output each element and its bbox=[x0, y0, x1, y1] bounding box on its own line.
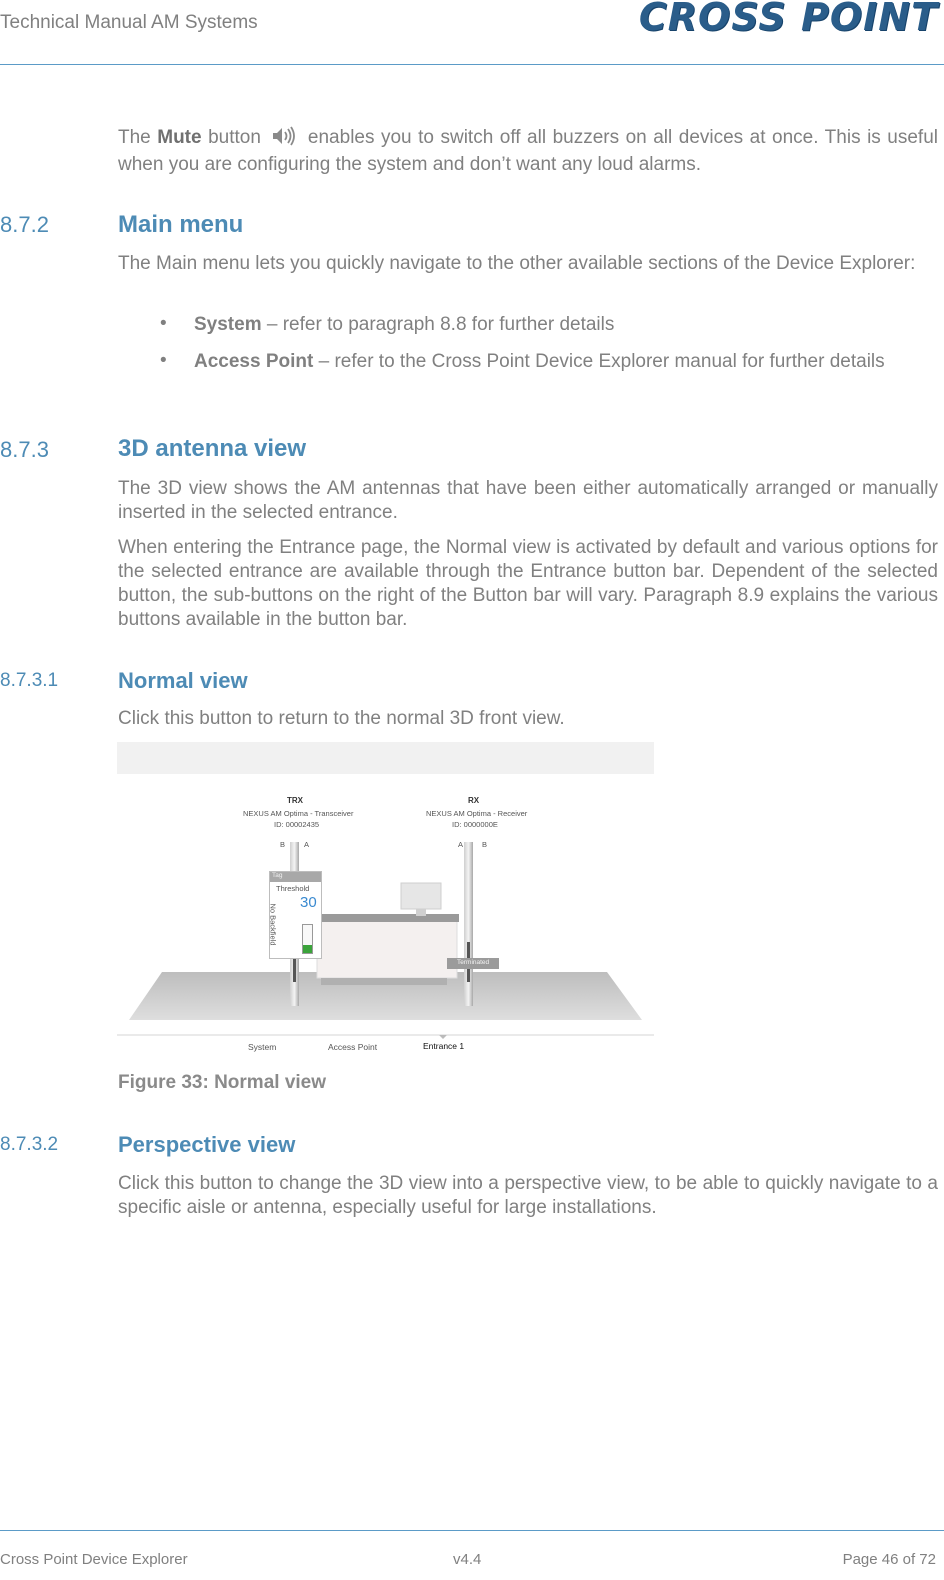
mute-paragraph bbox=[118, 126, 938, 177]
threshold-label: Threshold bbox=[276, 884, 310, 893]
bullet-access-point-text: – refer to the Cross Point Device Explorer manual for further details bbox=[313, 351, 885, 372]
bullet-system-text: – refer to paragraph 8.8 for further details bbox=[261, 314, 615, 335]
footer-left: Cross Point Device Explorer bbox=[0, 1551, 188, 1568]
footer-rule bbox=[0, 1530, 944, 1531]
section-number-872: 8.7.2 bbox=[0, 212, 49, 237]
monitor-stand bbox=[416, 909, 426, 916]
threshold-panel[interactable] bbox=[269, 871, 322, 959]
intro-text-pre: The bbox=[118, 127, 158, 148]
tag-bar bbox=[270, 872, 321, 882]
counter-base bbox=[321, 978, 447, 985]
antenna-view-body-1: The 3D view shows the AM antennas that have been either automatically arranged or manually inserted in the selected entrance. bbox=[118, 478, 938, 523]
rx-model: NEXUS AM Optima - Receiver bbox=[426, 809, 528, 818]
terminated-label: Terminated bbox=[457, 959, 490, 966]
bullet-system bbox=[194, 313, 938, 337]
main-menu-body: The Main menu lets you quickly navigate to the other available sections of the Device Explorer: bbox=[118, 253, 916, 274]
bullet-access-point-bold: Access Point bbox=[194, 351, 314, 372]
figure-caption: Figure 33: Normal view bbox=[118, 1072, 327, 1093]
speaker-icon bbox=[271, 126, 297, 153]
level-meter-fill bbox=[303, 945, 312, 953]
section-title-3d-antenna-view: 3D antenna view bbox=[118, 435, 307, 462]
bullet-dot: • bbox=[160, 350, 167, 371]
trx-model: NEXUS AM Optima - Transceiver bbox=[243, 809, 354, 818]
nav-system[interactable]: System bbox=[248, 1042, 277, 1052]
counter-top bbox=[313, 914, 459, 922]
intro-bold-mute: Mute bbox=[157, 127, 202, 148]
antenna-label-b: B bbox=[482, 840, 488, 849]
intro-text-mid: button bbox=[201, 127, 268, 148]
rx-title: RX bbox=[468, 796, 480, 805]
trx-title: TRX bbox=[287, 796, 303, 805]
backfield-label: No Backfield bbox=[268, 903, 278, 946]
section-title-normal-view: Normal view bbox=[118, 668, 248, 693]
bullet-system-bold: System bbox=[194, 314, 262, 335]
monitor bbox=[401, 883, 441, 909]
normal-view-body: Click this button to return to the normal 3D front view. bbox=[118, 708, 565, 729]
antenna-view-body-2: When entering the Entrance page, the Normal view is activated by default and various options for the selected entrance are available through the Entrance button bar. Dependent of the selected button, the sub-buttons on the right of the Button bar will vary. Paragraph 8.9 explains the various buttons available in the button bar. bbox=[118, 537, 938, 630]
threshold-value: 30 bbox=[300, 894, 317, 911]
antenna-label-a: A bbox=[458, 840, 464, 849]
section-title-perspective-view: Perspective view bbox=[118, 1132, 296, 1157]
tag-label: Tag bbox=[272, 872, 283, 879]
normal-view-screenshot bbox=[117, 742, 654, 1052]
antenna-label-a: A bbox=[304, 840, 310, 849]
level-meter bbox=[302, 924, 313, 954]
nav-access-point[interactable]: Access Point bbox=[328, 1042, 378, 1052]
section-number-873: 8.7.3 bbox=[0, 437, 49, 462]
nav-entrance-1[interactable]: Entrance 1 bbox=[423, 1041, 465, 1051]
intro-text-post: enables you to switch off all buzzers on all devices at once. This is useful when you are configuring the system and don’t want any loud alarms. bbox=[118, 127, 938, 175]
section-title-main-menu: Main menu bbox=[118, 211, 244, 238]
antenna-label-b: B bbox=[280, 840, 286, 849]
footer-version: v4.4 bbox=[453, 1551, 482, 1568]
section-number-8732: 8.7.3.2 bbox=[0, 1134, 59, 1155]
trx-id: ID: 00002435 bbox=[274, 820, 320, 829]
counter bbox=[317, 920, 457, 978]
rx-id: ID: 0000000E bbox=[452, 820, 498, 829]
bullet-dot: • bbox=[160, 313, 167, 334]
perspective-view-body: Click this button to change the 3D view into a perspective view, to be able to quickly navigate to a specific aisle or antenna, especially useful for large installations. bbox=[118, 1173, 938, 1218]
footer-page-number: Page 46 of 72 bbox=[842, 1551, 936, 1568]
cross-point-logo: CROSS POINT bbox=[638, 0, 938, 39]
3d-scene bbox=[117, 742, 654, 1052]
terminated-badge bbox=[447, 958, 499, 969]
bullet-access-point bbox=[194, 350, 938, 374]
section-number-8731: 8.7.3.1 bbox=[0, 670, 59, 691]
header-rule bbox=[0, 64, 944, 65]
nav-pointer bbox=[439, 1035, 447, 1039]
header-title: Technical Manual AM Systems bbox=[0, 12, 258, 33]
